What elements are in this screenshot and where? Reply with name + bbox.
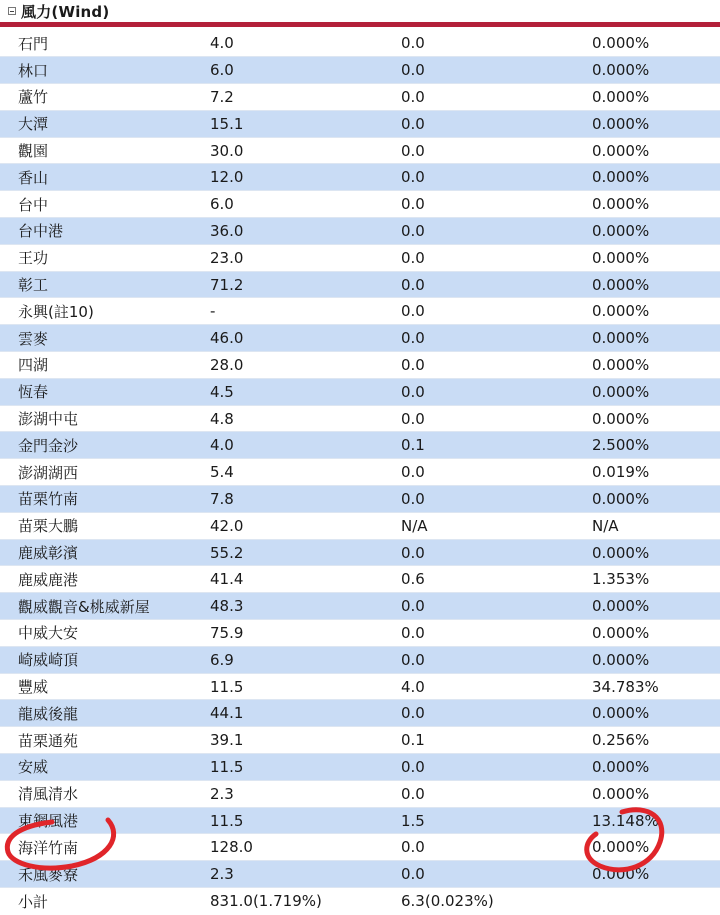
unit-name-cell: 四湖: [0, 352, 200, 379]
output-cell: 0.0: [391, 164, 582, 191]
ratio-cell: 0.000%: [582, 378, 720, 405]
unit-name-cell: 永興(註10): [0, 298, 200, 325]
ratio-cell: 0.000%: [582, 861, 720, 888]
capacity-cell: 4.0: [200, 432, 391, 459]
unit-name-cell: 崎威崎頂: [0, 646, 200, 673]
unit-name-cell: 禾風麥寮: [0, 861, 200, 888]
output-cell: 0.1: [391, 727, 582, 754]
ratio-cell: 0.256%: [582, 727, 720, 754]
table-row: [0, 834, 720, 861]
unit-name-cell: 澎湖湖西: [0, 459, 200, 486]
capacity-cell: 6.0: [200, 57, 391, 84]
unit-name-cell: 恆春: [0, 378, 200, 405]
ratio-cell: 0.000%: [582, 700, 720, 727]
capacity-cell: 2.3: [200, 861, 391, 888]
capacity-cell: 4.5: [200, 378, 391, 405]
ratio-cell: 0.000%: [582, 646, 720, 673]
unit-name-cell: 豐威: [0, 673, 200, 700]
output-cell: 0.0: [391, 110, 582, 137]
capacity-cell: 11.5: [200, 673, 391, 700]
ratio-cell: 0.000%: [582, 352, 720, 379]
capacity-cell: 7.8: [200, 486, 391, 513]
ratio-cell: 0.019%: [582, 459, 720, 486]
ratio-cell: 13.148%: [582, 807, 720, 834]
capacity-cell: -: [200, 298, 391, 325]
capacity-cell: 71.2: [200, 271, 391, 298]
table-row: [0, 646, 720, 673]
ratio-cell: 0.000%: [582, 486, 720, 513]
unit-name-cell: 觀威觀音&桃威新屋: [0, 593, 200, 620]
table-row: [0, 620, 720, 647]
capacity-cell: 28.0: [200, 352, 391, 379]
table-row: [0, 754, 720, 781]
output-cell: N/A: [391, 512, 582, 539]
ratio-cell: 0.000%: [582, 325, 720, 352]
output-cell: 0.0: [391, 244, 582, 271]
table-row: [0, 325, 720, 352]
table-row: [0, 298, 720, 325]
capacity-cell: 5.4: [200, 459, 391, 486]
ratio-cell: 0.000%: [582, 84, 720, 111]
capacity-cell: 6.0: [200, 191, 391, 218]
table-row: [0, 807, 720, 834]
output-cell: 0.0: [391, 486, 582, 513]
unit-name-cell: 苗栗竹南: [0, 486, 200, 513]
unit-name-cell: 香山: [0, 164, 200, 191]
unit-name-cell: 苗栗大鵬: [0, 512, 200, 539]
ratio-cell: 0.000%: [582, 164, 720, 191]
table-row: [0, 84, 720, 111]
unit-name-cell: 金門金沙: [0, 432, 200, 459]
capacity-cell: 15.1: [200, 110, 391, 137]
unit-name-cell: 蘆竹: [0, 84, 200, 111]
ratio-cell: 0.000%: [582, 754, 720, 781]
output-cell: 0.0: [391, 700, 582, 727]
capacity-cell: 4.8: [200, 405, 391, 432]
ratio-cell: 0.000%: [582, 405, 720, 432]
table-row: [0, 673, 720, 700]
subtotal-ratio: [582, 888, 720, 915]
output-cell: 0.0: [391, 191, 582, 218]
output-cell: 0.0: [391, 137, 582, 164]
table-row: [0, 432, 720, 459]
capacity-cell: 36.0: [200, 218, 391, 245]
table-row: [0, 378, 720, 405]
table-row: [0, 191, 720, 218]
subtotal-label: 小計: [0, 888, 200, 915]
ratio-cell: 0.000%: [582, 191, 720, 218]
capacity-cell: 7.2: [200, 84, 391, 111]
ratio-cell: 0.000%: [582, 218, 720, 245]
table-row: [0, 593, 720, 620]
ratio-cell: 0.000%: [582, 780, 720, 807]
ratio-cell: 0.000%: [582, 834, 720, 861]
unit-name-cell: 中威大安: [0, 620, 200, 647]
subtotal-capacity: 831.0(1.719%): [200, 888, 391, 915]
table-row: [0, 539, 720, 566]
ratio-cell: 0.000%: [582, 110, 720, 137]
output-cell: 0.0: [391, 84, 582, 111]
table-row: [0, 780, 720, 807]
unit-name-cell: 鹿威鹿港: [0, 566, 200, 593]
output-cell: 1.5: [391, 807, 582, 834]
collapse-toggle-icon[interactable]: [8, 7, 16, 15]
capacity-cell: 42.0: [200, 512, 391, 539]
wind-power-table: [0, 30, 720, 915]
capacity-cell: 2.3: [200, 780, 391, 807]
unit-name-cell: 龍威後龍: [0, 700, 200, 727]
capacity-cell: 6.9: [200, 646, 391, 673]
capacity-cell: 41.4: [200, 566, 391, 593]
section-divider: [0, 22, 720, 27]
capacity-cell: 48.3: [200, 593, 391, 620]
table-row: [0, 30, 720, 57]
ratio-cell: 0.000%: [582, 298, 720, 325]
subtotal-output: 6.3(0.023%): [391, 888, 582, 915]
capacity-cell: 75.9: [200, 620, 391, 647]
ratio-cell: 0.000%: [582, 539, 720, 566]
ratio-cell: 0.000%: [582, 244, 720, 271]
table-row: [0, 271, 720, 298]
section-header[interactable]: [0, 0, 720, 22]
table-row: [0, 566, 720, 593]
output-cell: 0.0: [391, 834, 582, 861]
output-cell: 0.0: [391, 57, 582, 84]
unit-name-cell: 王功: [0, 244, 200, 271]
output-cell: 4.0: [391, 673, 582, 700]
table-row: [0, 244, 720, 271]
table-row: [0, 57, 720, 84]
capacity-cell: 46.0: [200, 325, 391, 352]
output-cell: 0.0: [391, 405, 582, 432]
table-row: [0, 218, 720, 245]
capacity-cell: 4.0: [200, 30, 391, 57]
capacity-cell: 30.0: [200, 137, 391, 164]
table-row: [0, 352, 720, 379]
capacity-cell: 128.0: [200, 834, 391, 861]
ratio-cell: 2.500%: [582, 432, 720, 459]
output-cell: 0.0: [391, 378, 582, 405]
table-row: [0, 727, 720, 754]
output-cell: 0.0: [391, 646, 582, 673]
output-cell: 0.0: [391, 298, 582, 325]
unit-name-cell: 鹿威彰濱: [0, 539, 200, 566]
ratio-cell: 0.000%: [582, 593, 720, 620]
output-cell: 0.0: [391, 271, 582, 298]
output-cell: 0.6: [391, 566, 582, 593]
ratio-cell: 0.000%: [582, 57, 720, 84]
output-cell: 0.0: [391, 218, 582, 245]
unit-name-cell: 東鋼風港: [0, 807, 200, 834]
section-title: 風力(Wind): [21, 2, 110, 21]
ratio-cell: 0.000%: [582, 137, 720, 164]
output-cell: 0.0: [391, 325, 582, 352]
subtotal-row: [0, 888, 720, 915]
unit-name-cell: 彰工: [0, 271, 200, 298]
unit-name-cell: 大潭: [0, 110, 200, 137]
ratio-cell: N/A: [582, 512, 720, 539]
output-cell: 0.0: [391, 620, 582, 647]
table-row: [0, 512, 720, 539]
output-cell: 0.1: [391, 432, 582, 459]
output-cell: 0.0: [391, 352, 582, 379]
unit-name-cell: 觀園: [0, 137, 200, 164]
unit-name-cell: 海洋竹南: [0, 834, 200, 861]
table-row: [0, 164, 720, 191]
unit-name-cell: 安威: [0, 754, 200, 781]
unit-name-cell: 石門: [0, 30, 200, 57]
table-row: [0, 700, 720, 727]
capacity-cell: 23.0: [200, 244, 391, 271]
unit-name-cell: 澎湖中屯: [0, 405, 200, 432]
ratio-cell: 1.353%: [582, 566, 720, 593]
output-cell: 0.0: [391, 593, 582, 620]
unit-name-cell: 台中: [0, 191, 200, 218]
unit-name-cell: 苗栗通苑: [0, 727, 200, 754]
ratio-cell: 34.783%: [582, 673, 720, 700]
capacity-cell: 11.5: [200, 807, 391, 834]
ratio-cell: 0.000%: [582, 30, 720, 57]
capacity-cell: 55.2: [200, 539, 391, 566]
output-cell: 0.0: [391, 780, 582, 807]
table-row: [0, 861, 720, 888]
unit-name-cell: 台中港: [0, 218, 200, 245]
table-row: [0, 110, 720, 137]
ratio-cell: 0.000%: [582, 271, 720, 298]
ratio-cell: 0.000%: [582, 620, 720, 647]
output-cell: 0.0: [391, 30, 582, 57]
output-cell: 0.0: [391, 459, 582, 486]
table-row: [0, 486, 720, 513]
unit-name-cell: 清風清水: [0, 780, 200, 807]
output-cell: 0.0: [391, 754, 582, 781]
output-cell: 0.0: [391, 539, 582, 566]
table-row: [0, 137, 720, 164]
unit-name-cell: 雲麥: [0, 325, 200, 352]
capacity-cell: 11.5: [200, 754, 391, 781]
unit-name-cell: 林口: [0, 57, 200, 84]
capacity-cell: 39.1: [200, 727, 391, 754]
table-row: [0, 459, 720, 486]
capacity-cell: 44.1: [200, 700, 391, 727]
capacity-cell: 12.0: [200, 164, 391, 191]
table-row: [0, 405, 720, 432]
output-cell: 0.0: [391, 861, 582, 888]
